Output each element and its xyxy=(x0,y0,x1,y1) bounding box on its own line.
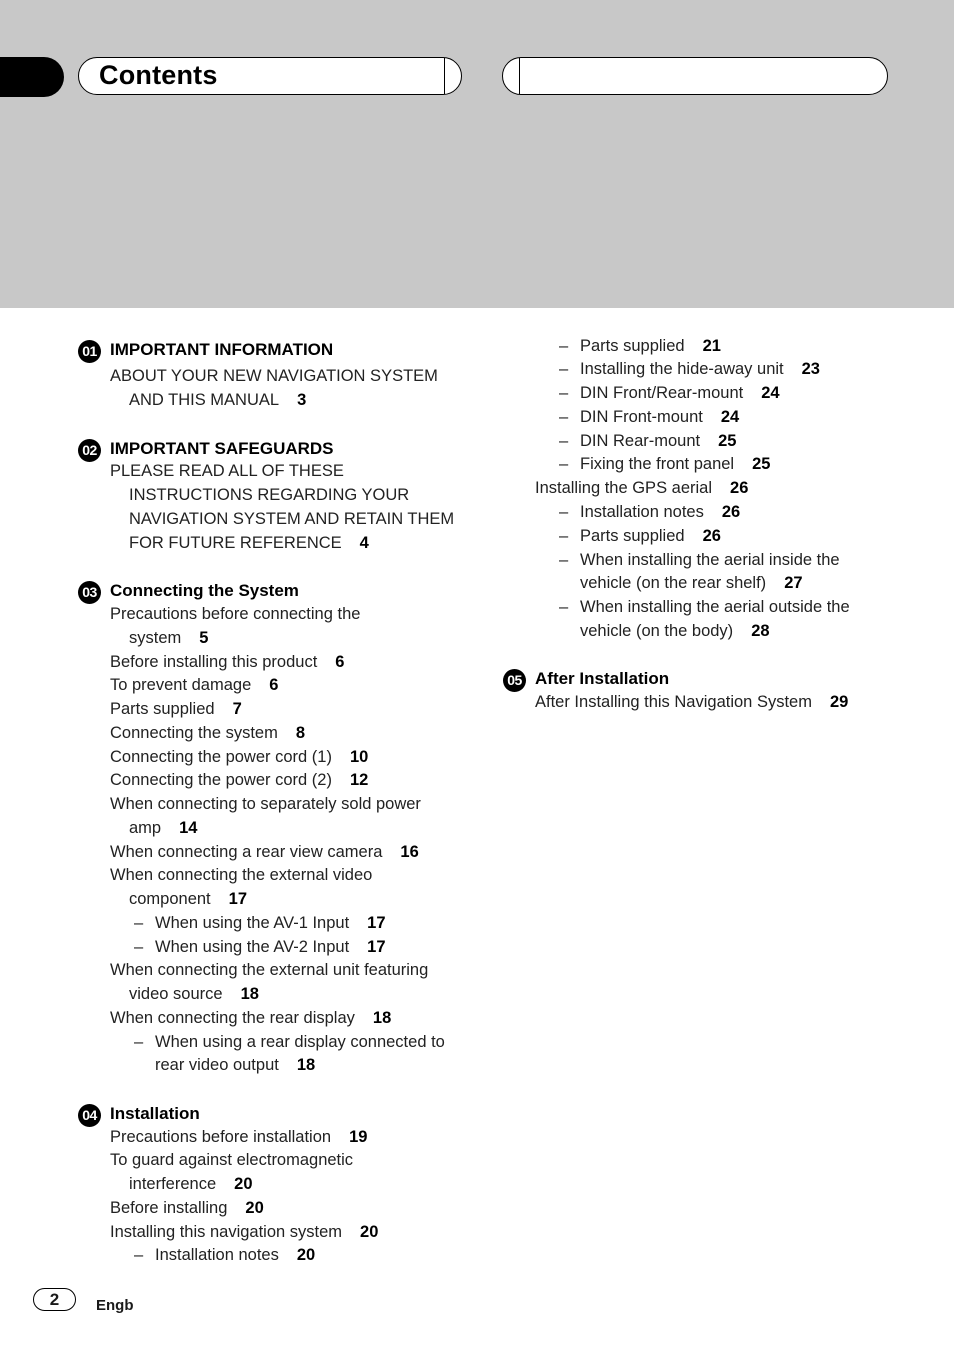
page-ref: 18 xyxy=(240,985,259,1003)
toc-entry[interactable] xyxy=(110,961,428,980)
toc-subentry[interactable] xyxy=(155,1033,445,1052)
page-ref: 20 xyxy=(360,1223,379,1241)
toc-entry[interactable] xyxy=(110,605,360,624)
title-box xyxy=(78,57,462,95)
toc-entry-text: Connecting the power cord (2) xyxy=(110,771,332,789)
toc-entry-text: After Installing this Navigation System xyxy=(535,693,812,711)
toc-entry-text: Connecting the system xyxy=(110,724,278,742)
toc-entry-text: When connecting to separately sold power xyxy=(110,795,421,813)
dash-bullet: – xyxy=(134,914,144,932)
toc-entry[interactable] xyxy=(110,771,368,790)
section-title[interactable]: Installation xyxy=(110,1104,200,1123)
toc-entry-text: Installing the GPS aerial xyxy=(535,479,713,497)
page-ref: 16 xyxy=(400,843,419,861)
toc-entry-text: Precautions before installation xyxy=(110,1128,332,1146)
section-title[interactable]: After Installation xyxy=(535,669,670,688)
toc-entry-text: interference xyxy=(129,1175,217,1193)
toc-entry[interactable] xyxy=(110,676,278,695)
toc-entry-text: FOR FUTURE REFERENCE xyxy=(129,534,342,552)
toc-entry[interactable] xyxy=(110,1009,391,1028)
toc-entry-text: Installation notes xyxy=(580,503,704,521)
toc-entry[interactable] xyxy=(129,985,259,1004)
section-number-badge: 02 xyxy=(78,439,101,462)
toc-entry[interactable] xyxy=(129,890,247,909)
toc-subentry[interactable] xyxy=(155,914,386,933)
toc-entry[interactable] xyxy=(110,700,242,719)
dash-bullet: – xyxy=(134,1246,144,1264)
dash-bullet: – xyxy=(559,527,569,545)
toc-entry[interactable] xyxy=(129,391,306,410)
toc-entry[interactable] xyxy=(129,534,369,553)
toc-subentry[interactable] xyxy=(580,455,770,474)
toc-subentry[interactable] xyxy=(580,408,739,427)
toc-entry[interactable] xyxy=(110,795,421,814)
toc-entry-text: vehicle (on the body) xyxy=(580,622,734,640)
section-tab-marker xyxy=(0,57,64,97)
dash-bullet: – xyxy=(134,1033,144,1051)
section-title[interactable]: IMPORTANT SAFEGUARDS xyxy=(110,439,334,458)
toc-subentry[interactable] xyxy=(155,938,386,957)
toc-entry-text: When using the AV-1 Input xyxy=(155,914,350,932)
toc-entry[interactable] xyxy=(129,629,208,648)
toc-subentry[interactable] xyxy=(580,622,770,641)
section-number-badge: 04 xyxy=(78,1104,101,1127)
toc-entry-text: system xyxy=(129,629,182,647)
toc-entry-text: Installing the hide-away unit xyxy=(580,360,784,378)
toc-entry-text: When using a rear display connected to xyxy=(155,1033,445,1051)
toc-entry[interactable] xyxy=(110,724,305,743)
page-ref: 6 xyxy=(335,653,345,671)
language-code: Engb xyxy=(96,1297,134,1314)
blank-box-divider xyxy=(519,58,520,94)
dash-bullet: – xyxy=(559,503,569,521)
page-ref: 17 xyxy=(228,890,247,908)
toc-entry[interactable] xyxy=(129,819,197,838)
toc-entry-text: When installing the aerial inside the xyxy=(580,551,840,569)
dash-bullet: – xyxy=(559,337,569,355)
toc-entry-text: Precautions before connecting the xyxy=(110,605,361,623)
toc-entry-text: Fixing the front panel xyxy=(580,455,735,473)
toc-entry-text: video source xyxy=(129,985,223,1003)
dash-bullet: – xyxy=(559,551,569,569)
toc-subentry[interactable] xyxy=(580,598,850,617)
page-ref: 7 xyxy=(232,700,242,718)
blank-header-box xyxy=(502,57,888,95)
toc-entry-text: INSTRUCTIONS REGARDING YOUR xyxy=(129,486,410,504)
page-ref: 4 xyxy=(359,534,369,552)
page-ref: 20 xyxy=(245,1199,264,1217)
toc-entry-text: Parts supplied xyxy=(580,337,685,355)
toc-entry-text: AND THIS MANUAL xyxy=(129,391,280,409)
toc-entry-text: To prevent damage xyxy=(110,676,252,694)
toc-entry[interactable] xyxy=(110,653,344,672)
toc-entry-text: Parts supplied xyxy=(110,700,215,718)
toc-entry-text: When connecting the rear display xyxy=(110,1009,355,1027)
page-ref: 29 xyxy=(829,693,849,711)
toc-subentry[interactable] xyxy=(580,574,803,593)
dash-bullet: – xyxy=(559,598,569,616)
toc-entry[interactable] xyxy=(129,1175,253,1194)
toc-entry[interactable] xyxy=(110,367,438,386)
toc-subentry[interactable] xyxy=(580,503,740,522)
toc-entry[interactable] xyxy=(110,1151,353,1170)
toc-entry-text: When connecting a rear view camera xyxy=(110,843,383,861)
toc-entry[interactable] xyxy=(110,1199,264,1218)
section-title[interactable]: Connecting the System xyxy=(110,581,299,600)
toc-entry-text: Before installing xyxy=(110,1199,228,1217)
page-ref: 5 xyxy=(199,629,209,647)
page-ref: 18 xyxy=(296,1056,316,1074)
page-ref: 3 xyxy=(297,391,307,409)
dash-bullet: – xyxy=(559,360,569,378)
page-ref: 26 xyxy=(730,479,749,497)
toc-subentry[interactable] xyxy=(580,527,721,546)
toc-entry-text: DIN Front-mount xyxy=(580,408,703,426)
toc-entry[interactable] xyxy=(110,843,419,862)
page-ref: 24 xyxy=(761,384,780,402)
toc-entry[interactable] xyxy=(110,866,372,885)
toc-entry-text: NAVIGATION SYSTEM AND RETAIN THEM xyxy=(129,510,455,528)
toc-subentry[interactable] xyxy=(580,360,820,379)
page-ref: 25 xyxy=(718,432,737,450)
toc-entry-text: amp xyxy=(129,819,162,837)
toc-entry-text: Before installing this product xyxy=(110,653,318,671)
toc-entry-text: Installing this navigation system xyxy=(110,1223,343,1241)
toc-subentry[interactable] xyxy=(155,1246,315,1265)
title-box-divider xyxy=(444,58,445,94)
toc-entry-text: To guard against electromagnetic xyxy=(110,1151,354,1169)
section-number-badge: 03 xyxy=(78,581,101,604)
page-ref: 23 xyxy=(801,360,820,378)
page-ref: 8 xyxy=(295,724,306,742)
page-ref: 14 xyxy=(179,819,198,837)
toc-entry[interactable] xyxy=(129,486,409,505)
toc-entry-text: component xyxy=(129,890,211,908)
section-title[interactable]: IMPORTANT INFORMATION xyxy=(110,340,334,359)
page-ref: 28 xyxy=(751,622,770,640)
toc-entry[interactable] xyxy=(535,479,748,498)
toc-subentry[interactable] xyxy=(580,337,721,356)
page-ref: 17 xyxy=(367,914,386,932)
toc-entry-text: vehicle (on the rear shelf) xyxy=(580,574,767,592)
page-ref: 19 xyxy=(349,1128,368,1146)
dash-bullet: – xyxy=(559,455,569,473)
toc-entry-text: Installation notes xyxy=(155,1246,279,1264)
page-ref: 21 xyxy=(702,337,721,355)
page-ref: 27 xyxy=(784,574,803,592)
dash-bullet: – xyxy=(559,432,569,450)
toc-entry[interactable] xyxy=(110,1128,367,1147)
toc-entry-text: ABOUT YOUR NEW NAVIGATION SYSTEM xyxy=(110,367,438,385)
page-number: 2 xyxy=(33,1288,76,1311)
toc-entry[interactable] xyxy=(110,462,344,481)
section-number-badge: 05 xyxy=(503,669,526,692)
page-title: Contents xyxy=(99,60,218,90)
toc-entry[interactable] xyxy=(129,510,454,529)
header-band xyxy=(0,0,954,308)
page-ref: 12 xyxy=(349,771,369,789)
toc-entry-text: When using the AV-2 Input xyxy=(155,938,350,956)
toc-entry[interactable] xyxy=(110,1223,378,1242)
toc-subentry[interactable] xyxy=(580,551,840,570)
page-ref: 26 xyxy=(721,503,741,521)
toc-subentry[interactable] xyxy=(580,384,780,403)
toc-entry[interactable] xyxy=(535,693,848,712)
page-ref: 20 xyxy=(296,1246,316,1264)
dash-bullet: – xyxy=(559,384,569,402)
toc-entry-text: DIN Rear-mount xyxy=(580,432,701,450)
toc-entry-text: PLEASE READ ALL OF THESE xyxy=(110,462,344,480)
toc-entry-text: When connecting the external video xyxy=(110,866,373,884)
toc-entry[interactable] xyxy=(110,748,368,767)
dash-bullet: – xyxy=(559,408,569,426)
toc-entry-text: Parts supplied xyxy=(580,527,685,545)
toc-entry-text: Connecting the power cord (1) xyxy=(110,748,332,766)
dash-bullet: – xyxy=(134,938,144,956)
section-number-badge: 01 xyxy=(78,340,101,363)
page-ref: 25 xyxy=(752,455,771,473)
page-ref: 6 xyxy=(269,676,279,694)
toc-subentry[interactable] xyxy=(580,432,736,451)
page-ref: 26 xyxy=(702,527,721,545)
page-ref: 18 xyxy=(372,1009,392,1027)
toc-entry-text: When installing the aerial outside the xyxy=(580,598,850,616)
toc-entry-text: DIN Front/Rear-mount xyxy=(580,384,744,402)
toc-entry-text: rear video output xyxy=(155,1056,279,1074)
page-ref: 17 xyxy=(367,938,386,956)
toc-subentry[interactable] xyxy=(155,1056,315,1075)
page-ref: 10 xyxy=(349,748,369,766)
page-ref: 20 xyxy=(234,1175,253,1193)
toc-entry-text: When connecting the external unit featuring xyxy=(110,961,429,979)
page-ref: 24 xyxy=(720,408,740,426)
